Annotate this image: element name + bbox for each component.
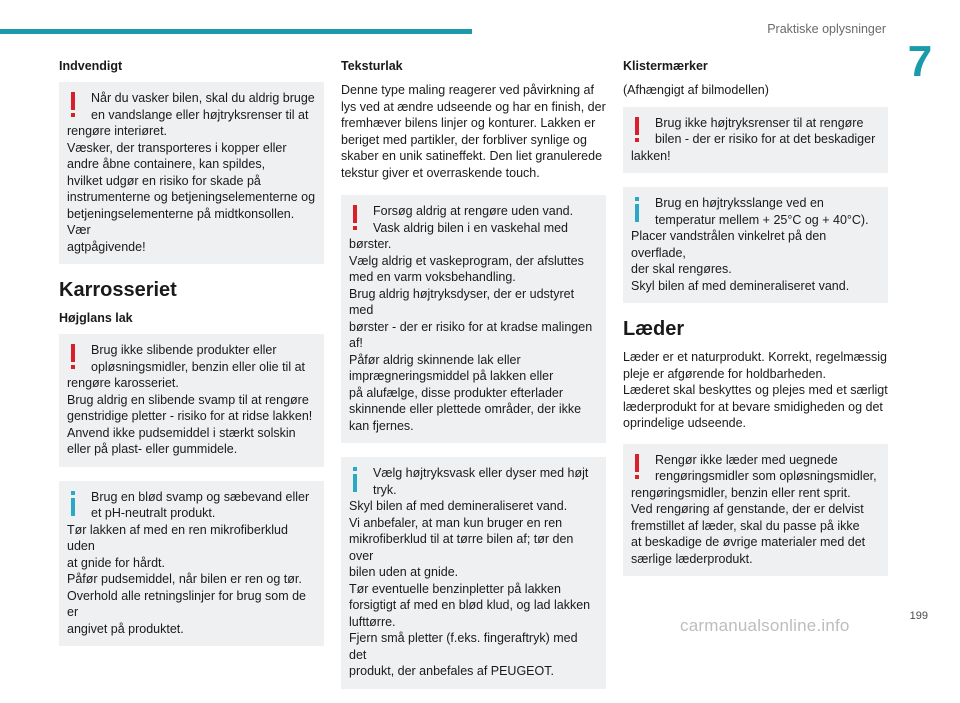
warning-box: Brug ikke højtryksrenser til at rengøre bilen - der er risiko for at det beskadiger lakken! [623,107,888,174]
info-box: Vælg højtryksvask eller dyser med højt tryk. Skyl bilen af med demineraliseret vand. Vi anbefaler, at man kun bruger en ren mikrofiberklud til at tørre bilen af; tør den over bilen uden at gnide. Tør eventuelle benzinpletter på lakken forsigtigt af med en blød klud, og lad lakken lufttørre. Fjern små pletter (f.eks. fingeraftryk) med det produkt, der anbefales af PEUGEOT. [341,457,606,689]
exclamation-icon [67,92,79,118]
info-box: Brug en blød svamp og sæbevand eller et pH-neutralt produkt. Tør lakken af med en ren mikrofiberklud uden at gnide for hårdt. Påfør pudsemiddel, når bilen er ren og tør. Overhold alle retningslinjer for brug som de er angivet på produktet. [59,481,324,647]
page-number: 199 [909,610,928,622]
exclamation-icon [631,117,643,143]
heading-teksturlak: Teksturlak [341,59,403,73]
info-icon [67,491,79,517]
title-laeder: Læder [623,318,685,340]
info-icon [631,197,643,223]
watermark: carmanualsonline.info [680,616,850,635]
klistermaerker-note: (Afhængigt af bilmodellen) [623,83,769,97]
info-icon [349,467,361,493]
column-1 [59,58,324,660]
exclamation-icon [349,205,361,231]
heading-klistermaerker: Klistermærker [623,59,708,73]
heading-hojglans-lak: Højglans lak [59,311,133,325]
info-box: Brug en højtryksslange ved en temperatur mellem + 25°C og + 40°C). Placer vandstrålen vinkelret på den overflade, der skal rengøres. Skyl bilen af med demineraliseret vand. [623,187,888,303]
column-3 [623,58,888,590]
heading-indvendigt: Indvendigt [59,59,123,73]
teksturlak-paragraph: Denne type maling reagerer ved påvirkning af lys ved at ændre udseende og har en finish, der fremhæver bilens linjer og konturer. Lakken er beriget med partikler, der forbliver synlige og skaber en unik satineffekt. Den liet granulerede tekstur giver et overraskende touch. [341,83,606,180]
title-karrosseriet: Karrosseriet [59,279,177,301]
column-2 [341,58,606,703]
laeder-paragraph: Læder er et naturprodukt. Korrekt, regelmæssig pleje er afgørende for holdbarheden. Læderet skal beskyttes og plejes med et særligt læderprodukt for at bevare smidigheden og det oprindelige udseende. [623,350,888,430]
warning-box: Når du vasker bilen, skal du aldrig bruge en vandslange eller højtryksrenser til at rengøre interiøret. Væsker, der transporteres i kopper eller andre åbne containere, kan spildes, hvilket udgør en risiko for skade på instrumenterne og betjeningselementerne og betjeningselementerne på midtkonsollen. Vær agtpågivende! [59,82,324,264]
header-accent-bar [0,29,472,34]
warning-box: Rengør ikke læder med uegnede rengøringsmidler som opløsningsmidler, rengøringsmidler, benzin eller rent sprit. Ved rengøring af genstande, der er delvist fremstillet af læder, skal du passe på ikke at beskadige de øvrige materialer med det særlige læderprodukt. [623,444,888,577]
chapter-number: 7 [907,37,933,86]
exclamation-icon [631,454,643,480]
exclamation-icon [67,344,79,370]
warning-box: Brug ikke slibende produkter eller opløsningsmidler, benzin eller olie til at rengøre karosseriet. Brug aldrig en slibende svamp til at rengøre genstridige pletter - risiko for at ridse lakken! Anvend ikke pudsemiddel i stærkt solskin eller på plast- eller gummidele. [59,334,324,467]
warning-box: Forsøg aldrig at rengøre uden vand. Vask aldrig bilen i en vaskehal med børster. Vælg aldrig et vaskeprogram, der afsluttes med en varm voksbehandling. Brug aldrig højtryksdyser, der er udstyret med børster - der er risiko for at kradse malingen af! Påfør aldrig skinnende lak eller imprægneringsmiddel på lakken eller på alufælge, disse produkter efterlader skinnende eller plettede områder, der ikke kan fjernes. [341,195,606,443]
section-title: Praktiske oplysninger [767,22,886,36]
